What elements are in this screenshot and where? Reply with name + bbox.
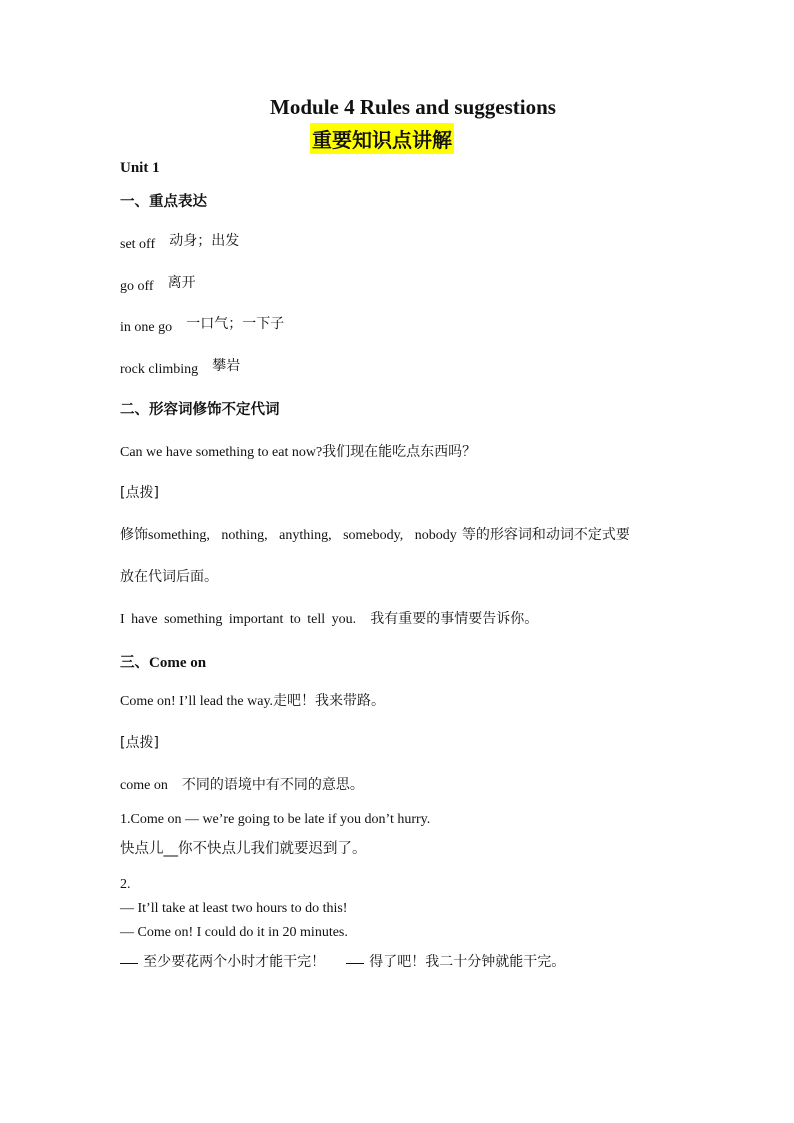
expression-cn: 一口气；一下子 xyxy=(186,316,285,332)
section2-example2 xyxy=(120,608,538,628)
example2-cn: 我有重要的事情要告诉你。 xyxy=(370,611,539,627)
section3-ex2-line2 xyxy=(120,921,348,941)
page-title: Module 4 Rules and suggestions xyxy=(270,95,556,119)
example-cn: 走吧！我来带路。 xyxy=(273,693,386,709)
explain-pre: 修饰 xyxy=(120,527,148,543)
expression-cn: 离开 xyxy=(167,275,196,291)
explain-cn: 不同的语境中有不同的意思。 xyxy=(181,777,364,793)
expression-row xyxy=(120,358,240,378)
section3-explain xyxy=(120,774,364,794)
section3-heading xyxy=(120,651,206,672)
explain-line2: 放在代词后面。 xyxy=(120,569,218,585)
section3-ex2-line1 xyxy=(120,897,347,917)
ex2-line2: — Come on! I could do it in 20 minutes. xyxy=(120,925,348,940)
subtitle-wrap xyxy=(0,123,764,154)
section2-heading: 二、形容词修饰不定代词 xyxy=(120,402,280,418)
section3-tip xyxy=(120,732,159,752)
explain-en: come on xyxy=(120,778,168,793)
example-cn: 我们现在能吃点东西吗？ xyxy=(322,444,477,460)
section3-ex2-num xyxy=(120,873,131,893)
dash-mark xyxy=(346,962,364,964)
expression-row xyxy=(120,316,284,336)
section1-heading: 一、重点表达 xyxy=(120,194,207,210)
section3-ex1 xyxy=(120,808,430,828)
tip-label: [点拨] xyxy=(120,735,159,751)
ex1-cn: 快点儿__你不快点儿我们就要迟到了。 xyxy=(120,841,367,857)
expression-row xyxy=(120,233,239,253)
section2-explain-line2 xyxy=(120,566,218,586)
section3-example xyxy=(120,690,385,710)
ex2-num: 2. xyxy=(120,877,131,892)
example-en: Can we have something to eat now? xyxy=(120,445,323,460)
expression-en: go off xyxy=(120,279,154,294)
dash-mark xyxy=(120,962,138,964)
expression-cn: 攀岩 xyxy=(212,358,241,374)
expression-row xyxy=(120,275,196,295)
ex2-line1: — It’ll take at least two hours to do this! xyxy=(120,901,348,916)
expression-cn: 动身；出发 xyxy=(169,233,240,249)
section3-heading-en: Come on xyxy=(149,655,207,671)
section2-example xyxy=(120,441,476,461)
section3-ex1-cn-row xyxy=(120,837,367,858)
expression-en: in one go xyxy=(120,320,173,335)
expression-en: set off xyxy=(120,237,156,252)
subtitle-highlight: 重要知识点讲解 xyxy=(310,123,454,154)
explain-words: something, nothing, anything, somebody, nobody xyxy=(148,528,457,543)
section3-ex2-cn xyxy=(120,951,565,971)
section2-explain xyxy=(120,524,630,544)
expression-en: rock climbing xyxy=(120,362,199,377)
example-en: Come on! I’ll lead the way. xyxy=(120,694,274,709)
unit-label: Unit 1 xyxy=(120,160,160,176)
ex2-cn-b: 得了吧！我二十分钟就能干完。 xyxy=(369,954,566,970)
ex1-en: 1.Come on — we’re going to be late if you don’t hurry. xyxy=(120,812,431,827)
explain-post: 等的形容词和动词不定式要 xyxy=(461,527,630,543)
section3-heading-cn: 三、 xyxy=(120,655,149,671)
tip-label: [点拨] xyxy=(120,485,159,501)
section2-tip xyxy=(120,482,159,502)
ex2-cn-a: 至少要花两个小时才能干完！ xyxy=(143,954,326,970)
example2-en: I have something important to tell you. xyxy=(120,612,357,627)
